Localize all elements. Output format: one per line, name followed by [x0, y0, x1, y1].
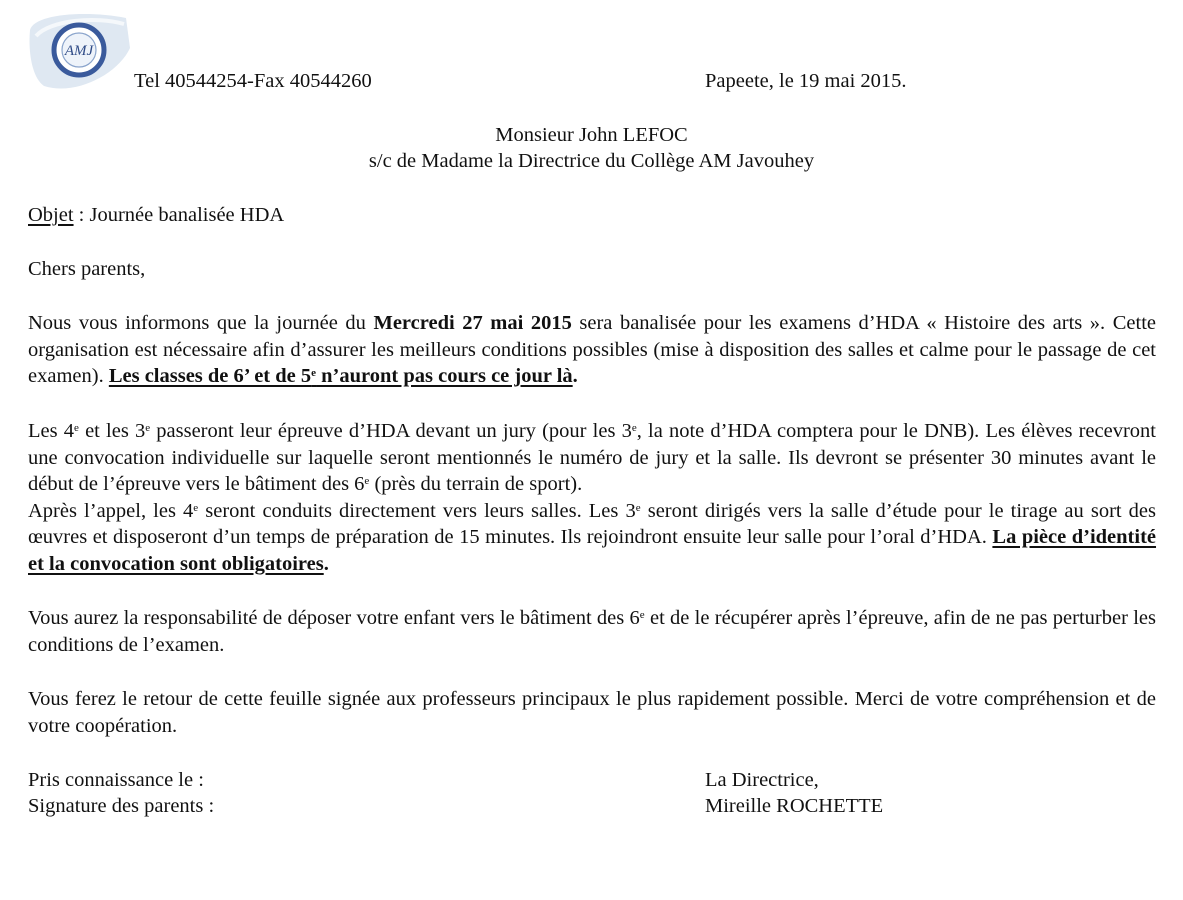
- school-logo: [26, 8, 132, 92]
- signatory-name: Mireille ROCHETTE: [705, 795, 884, 817]
- required-documents-notice: La pièce d’identité et la convocation sont obligatoires: [28, 526, 1157, 575]
- place-date: Papeete, le 19 mai 2015.: [705, 70, 907, 92]
- subject-line: [28, 202, 284, 228]
- subject-text: Journée banalisée HDA: [89, 204, 285, 226]
- paragraph-4: Vous ferez le retour de cette feuille signée aux professeurs principaux le plus rapidement possible. Merci de votre compréhension et de votre coopération.: [28, 688, 1156, 737]
- recipient-name: Monsieur John LEFOC: [495, 124, 688, 146]
- signatory-role: La Directrice,: [705, 769, 819, 791]
- greeting: Chers parents,: [28, 258, 146, 280]
- parent-signature-label: Signature des parents :: [28, 795, 215, 817]
- svg-text:AMJ: AMJ: [64, 43, 94, 59]
- paragraph-2: Les 4e et les 3e passeront leur épreuve d’HDA devant un jury (pour les 3e, la note d’HDA comptera pour le DNB). Les élèves recevront une convocation individuelle sur laquelle seront mentionnés le numéro de jury et la salle. Ils devront se présenter 30 minutes avant le début de l’épreuve vers le bâtiment des 6e (près du terrain de sport). Après l’appel, les 4e seront conduits directement vers leurs salles. Les 3e seront dirigés vers la salle d’étude pour le tirage au sort des œuvres et disposeront d’un temps de préparation de 15 minutes. Ils rejoindront ensuite leur salle pour l’oral d’HDA. La pièce d’identité et la convocation sont obligatoires.: [28, 420, 1157, 575]
- phone-fax: Tel 40544254-Fax 40544260: [134, 70, 372, 92]
- paragraph-1: Nous vous informons que la journée du Mercredi 27 mai 2015 sera banalisée pour les examens d’HDA « Histoire des arts ». Cette organisation est nécessaire afin d’assurer les meilleurs conditions possibles (mise à disposition des salles et calme pour le passage de cet examen). Les classes de 6’ et de 5e n’auront pas cours ce jour là.: [28, 312, 1156, 388]
- paragraph-3: Vous aurez la responsabilité de déposer votre enfant vers le bâtiment des 6e et de le récupérer après l’épreuve, afin de ne pas perturber les conditions de l’examen.: [28, 607, 1156, 656]
- subject-label: Objet: [28, 204, 74, 226]
- exam-date: Mercredi 27 mai 2015: [373, 312, 572, 334]
- no-class-notice: Les classes de 6’ et de 5e n’auront pas cours ce jour là: [108, 365, 573, 388]
- recipient-care-of: s/c de Madame la Directrice du Collège AM Javouhey: [368, 150, 815, 172]
- subject-separator: :: [73, 204, 90, 226]
- acknowledgement-label: Pris connaissance le :: [28, 769, 204, 791]
